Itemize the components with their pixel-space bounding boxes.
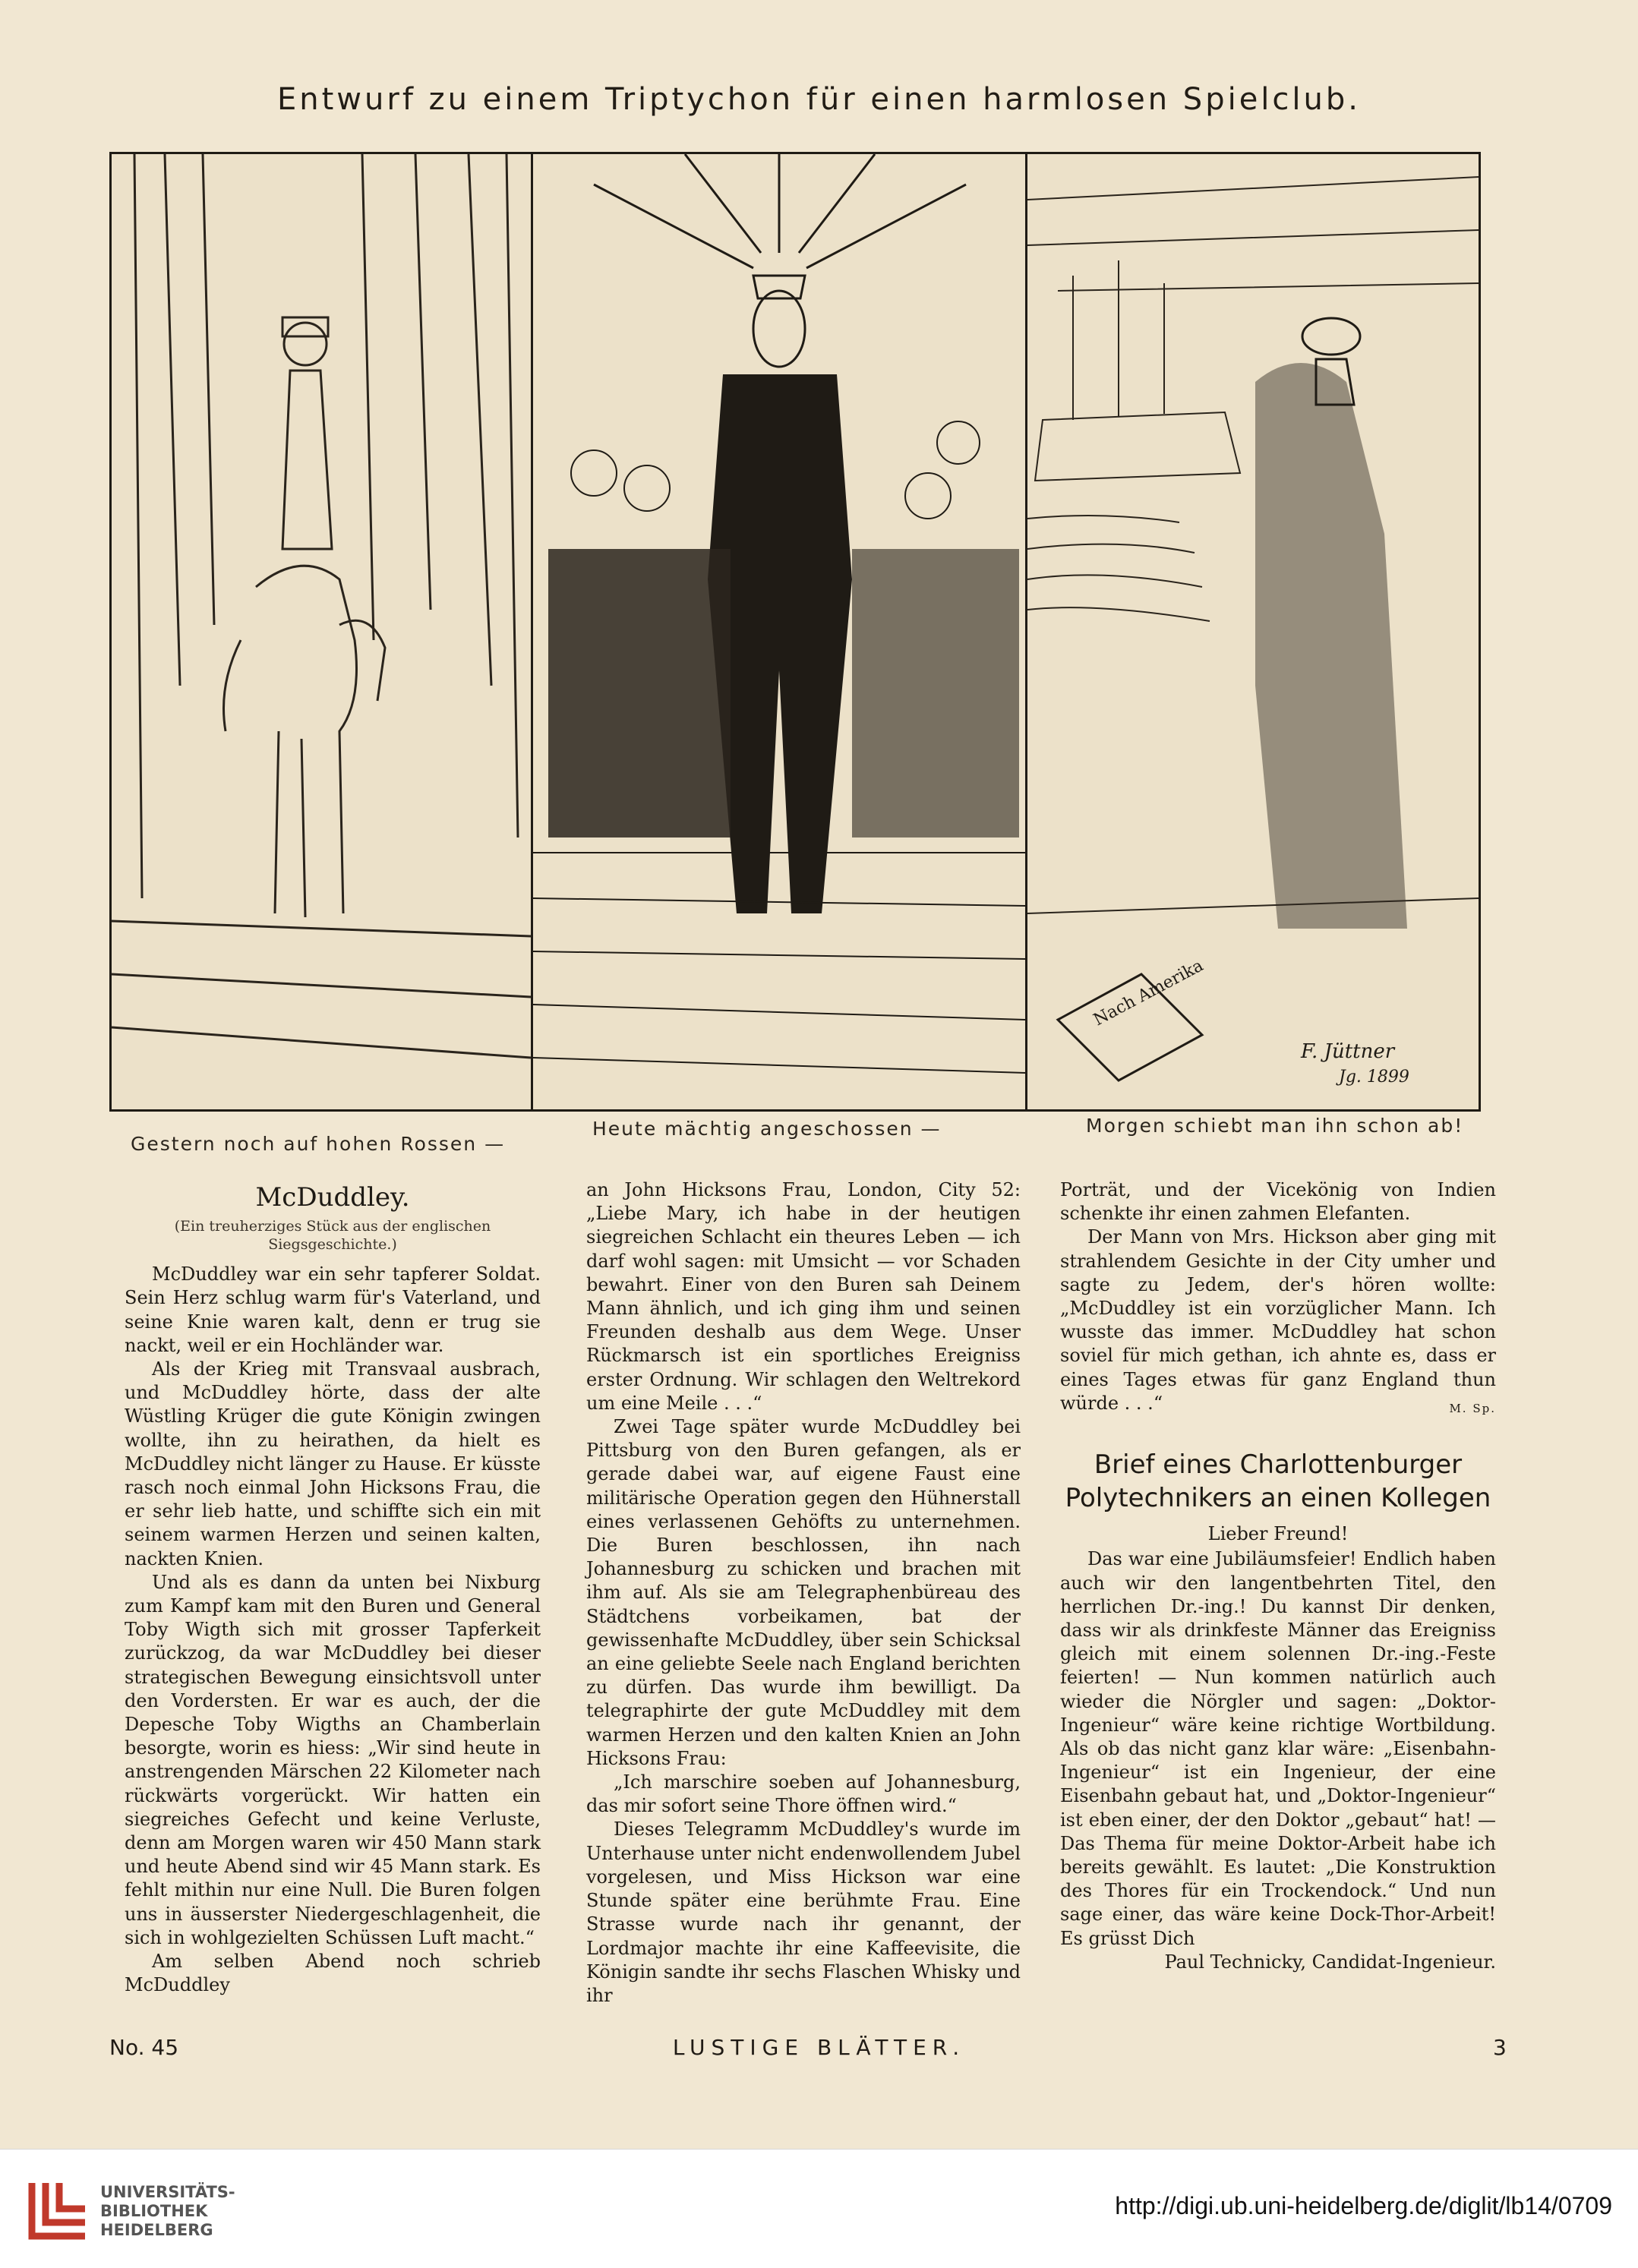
paragraph: an John Hicksons Frau, London, City 52: „Liebe Mary, ich habe in der heutigen siegreichen Schlacht ein theures Leben — ich darf wohl sagen: mit Umsicht — vor Schaden bewahrt. Einer von den Buren sah Deinem Mann ähnlich, und ich ging ihm und seinen Freunden deshalb aus dem Wege. Unser Rückmarsch ist ein sportliches Ereigniss erster Ordnung. Wir schlagen den Weltrekord um eine Meile . . .“ — [586, 1179, 1021, 1414]
panel-right-departure-illustration — [1025, 152, 1481, 1112]
text-column-3 — [1060, 1178, 1496, 1974]
triptych-illustration — [109, 152, 1476, 1107]
paragraph: Der Mann von Mrs. Hickson aber ging mit strahlendem Gesichte in der City umher und sagte zu Jedem, der's hören wollte: „McDuddley ist ein vorzüglicher Mann. Ich wusste das immer. McDuddley hat schon soviel für mich gethan, ich ahnte es, dass er eines Tages etwas für ganz England thun würde . . .“ — [1060, 1226, 1496, 1414]
placard-text: Nach Amerika — [1090, 956, 1207, 1030]
text-column-1 — [125, 1175, 541, 1998]
panel-left-rider-illustration — [109, 152, 533, 1112]
paragraph: Als der Krieg mit Transvaal ausbrach, und McDuddley hörte, dass der alte Wüstling Krüger die gute Königin zwingen wollte, ihn zu heirathen, da hielt es McDuddley nicht länger zu Hause. Er küsste rasch noch einmal John Hicksons Frau, die er sehr lieb hatte, und schiffte sich ein mit seinem warmen Herzen und seinen kalten, nackten Knien. — [125, 1358, 541, 1569]
permalink-url[interactable]: http://digi.ub.uni-heidelberg.de/diglit/lb14/0709 — [1115, 2192, 1612, 2219]
page-title: Entwurf zu einem Triptychon für einen harmlosen Spielclub. — [277, 82, 1361, 117]
letter-body: Das war eine Jubiläumsfeier! Endlich haben auch wir den langentbehrten Titel, den herrlichen Dr.-ing.! Du kannst Dir denken, dass wir als drinkfeste Männer das Ereigniss gleich mit einem solennen Dr.-ing.-Feste feierten! — Nun kommen natürlich auch wieder die Nörgler und sagen: „Doktor-Ingenieur“ wäre keine richtige Wortbildung. Als ob das nicht ganz klar wäre: „Eisenbahn-Ingenieur“ ist ein Ingenieur, der eine Eisenbahn gebaut hat, und „Doktor-Ingenieur“ ist eben einer, der den Doktor „gebaut“ hat! — Das Thema für meine Doktor-Arbeit habe ich bereits gewählt. Es lautet: „Die Konstruktion des Thores für ein Trockendock.“ Und nun sage einer, das wäre keine Dock-Thor-Arbeit! Es grüsst Dich — [1060, 1548, 1496, 1949]
page-number: 3 — [1493, 2035, 1507, 2060]
paragraph: Am selben Abend noch schrieb McDuddley — [125, 1951, 541, 1996]
article-title: McDuddley. — [255, 1182, 410, 1213]
paragraph: Und als es dann da unten bei Nixburg zum Kampf kam mit den Buren und General Toby Wigth sich mit grosser Tapferkeit zurückzog, da war McDuddley bei dieser strategischen Bewegung einsichtsvoll unter den Vordersten. Er war es auch, der die Depesche Toby Wigths an Chamberlain besorgte, worin es hiess: „Wir sind heute in anstrengenden Märschen 22 Kilometer nach rückwärts vorgerückt. Wir hatten ein siegreiches Gefecht und keine Verluste, denn am Morgen waren wir 450 Mann stark und heute Abend sind wir 45 Mann stark. Es fehlt mithin nur eine Null. Die Buren folgen uns in äusserster Niedergeschlagenheit, die sich in wohlgezielten Schüssen Luft macht.“ — [125, 1571, 541, 1948]
letter-closing: Paul Technicky, Candidat-Ingenieur. — [1164, 1951, 1496, 1973]
artist-year: Jg. 1899 — [1339, 1068, 1409, 1087]
magazine-name: LUSTIGE BLÄTTER. — [672, 2035, 966, 2060]
caption-middle: Heute mächtig angeschossen — — [592, 1118, 942, 1140]
caption-left: Gestern noch auf hohen Rossen — — [131, 1133, 506, 1155]
paragraph: Zwei Tage später wurde McDuddley bei Pittsburg von den Buren gefangen, als er gerade dabei war, auf eigene Faust eine militärische Operation gegen den Hühnerstall eines verlassenen Gehöfts zu unternehmen. Die Buren beschlossen, ihn nach Johannesburg zu schicken und brachen mit ihm auf. Als sie am Telegraphenbüreau des Städtchens vorbeikamen, bat der gewissenhafte McDuddley, über sein Schicksal an eine geliebte Seele nach England berichten zu dürfen. Das wurde ihm bewilligt. Da telegraphirte der gute McDuddley mit dem warmen Herzen und den kalten Knien an John Hicksons Frau: — [586, 1416, 1021, 1769]
panel-middle-officer-illustration — [531, 152, 1027, 1112]
paragraph: „Ich marschire soeben auf Johannesburg, das mir sofort seine Thore öffnen wird.“ — [586, 1771, 1021, 1817]
article-subtitle: (Ein treuherziges Stück aus der englischen Siegsgeschichte.) — [174, 1218, 491, 1254]
issue-number: No. 45 — [109, 2035, 179, 2060]
library-logo-icon[interactable] — [26, 2177, 91, 2242]
caption-right: Morgen schiebt man ihn schon ab! — [1086, 1115, 1464, 1137]
library-footer-bar — [0, 2149, 1638, 2268]
paragraph: Porträt, und der Vicekönig von Indien schenkte ihr einen zahmen Elefanten. — [1060, 1179, 1496, 1225]
paragraph: McDuddley war ein sehr tapferer Soldat. Sein Herz schlug warm für's Vaterland, und seine Knie waren kalt, denn er trug sie nackt, weil er ein Hochländer war. — [125, 1263, 541, 1356]
article2-title: Brief eines Charlottenburger Polytechnikers an einen Kollegen — [1065, 1449, 1491, 1514]
letter-greeting: Lieber Freund! — [1207, 1523, 1349, 1545]
text-column-2 — [586, 1178, 1021, 2008]
paragraph: Dieses Telegramm McDuddley's wurde im Unterhause unter nicht endenwollendem Jubel vorgelesen, und Miss Hickson war eine Stunde später eine berühmte Frau. Eine Strasse wurde nach ihr genannt, der Lordmajor machte ihr eine Kaffeevisite, die Königin sandte ihr sechs Flaschen Whisky und ihr — [586, 1819, 1021, 2006]
author-signature: M. Sp. — [1449, 1402, 1496, 1416]
library-name[interactable]: UNIVERSITÄTS- BIBLIOTHEK HEIDELBERG — [100, 2183, 235, 2239]
artist-signature: F. Jüttner — [1301, 1040, 1395, 1063]
